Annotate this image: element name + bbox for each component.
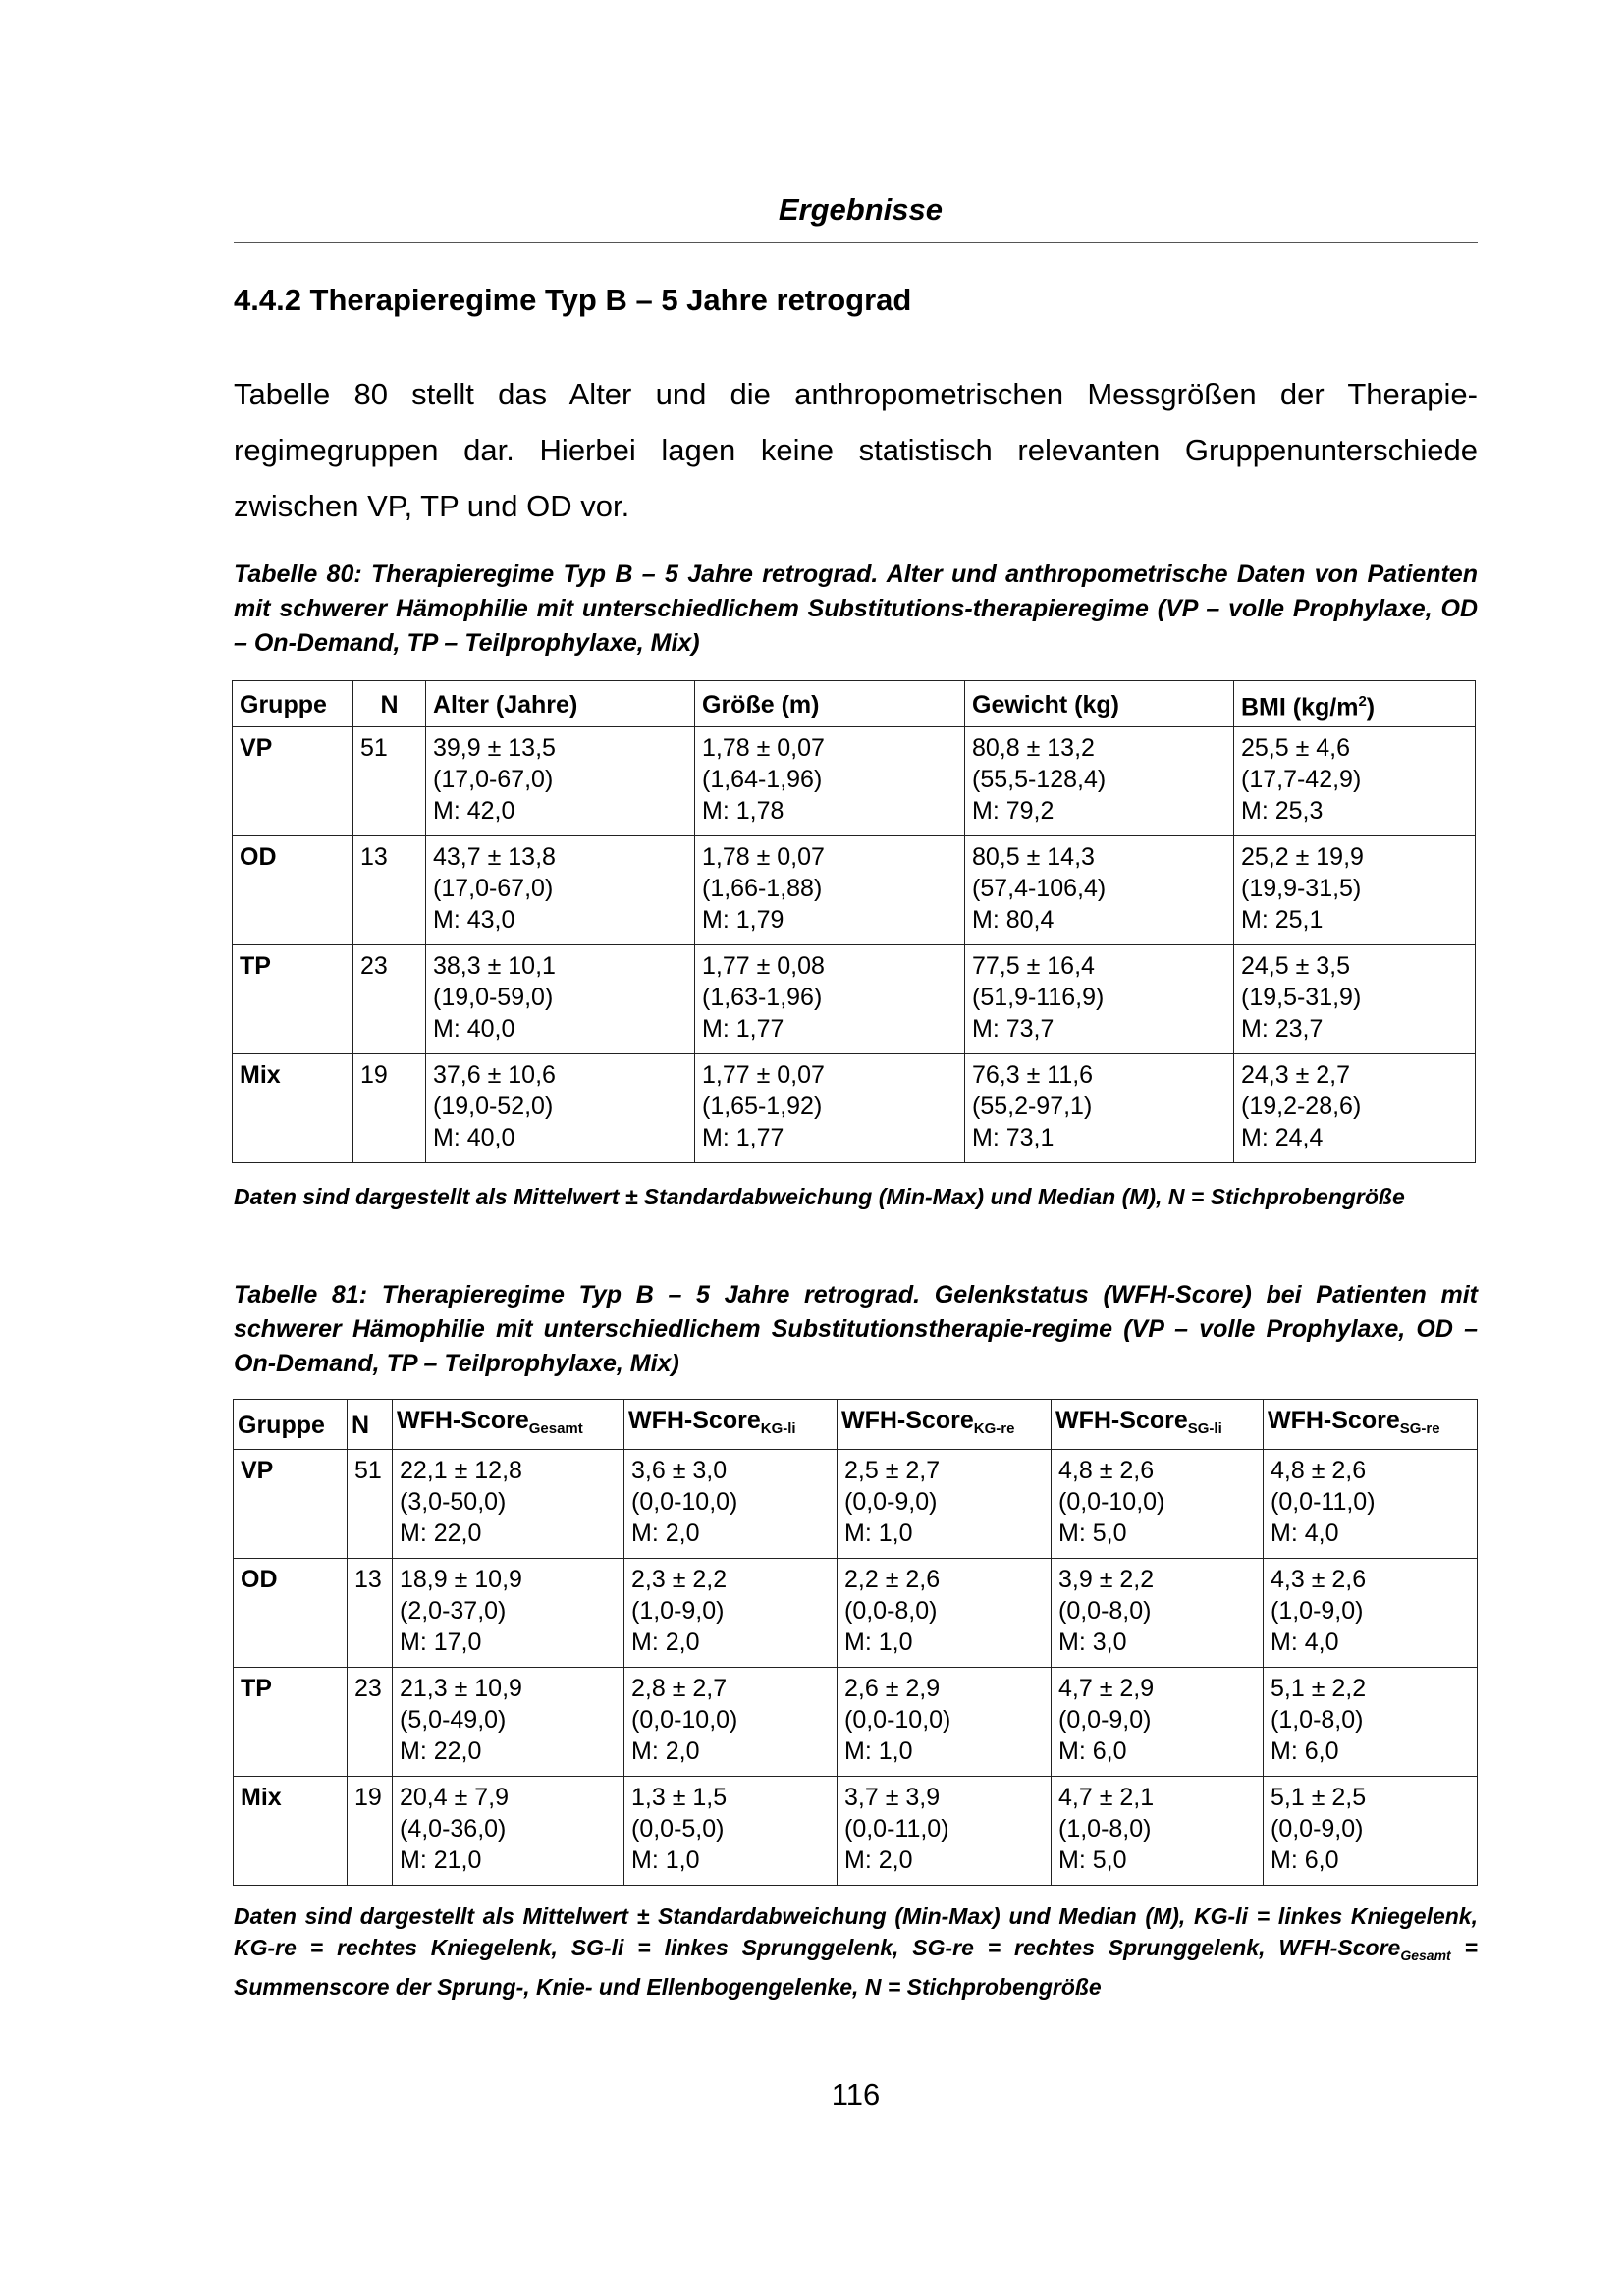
column-header: WFH-Score$_{KG-li}$ [624,1400,838,1450]
n-cell: 23 [348,1668,393,1777]
median: M: 1,0 [844,1737,913,1765]
group-cell: OD [234,1559,348,1668]
table-row [234,1559,1478,1668]
mean-sd: 5,1 ± 2,2 [1271,1675,1367,1702]
range: (0,0-10,0) [631,1488,738,1516]
value-cell [695,945,965,1054]
header-rule [234,242,1478,243]
mean-sd: 1,78 ± 0,07 [702,843,825,872]
mean-sd: 1,77 ± 0,08 [702,952,825,981]
table-row [234,1668,1478,1777]
value-cell [624,1450,838,1559]
median: M: 1,77 [702,1015,784,1043]
column-header: BMI $(kg/m^2)$ [1234,681,1476,727]
mean-sd: 39,9 ± 13,5 [433,734,556,763]
mean-sd: 3,9 ± 2,2 [1058,1566,1155,1593]
value-cell [1234,727,1476,836]
table-81 [233,1399,1478,1886]
value-cell [838,1668,1052,1777]
range: (1,65-1,92) [702,1093,823,1121]
range: (0,0-11,0) [844,1815,949,1842]
value-cell [1052,1450,1264,1559]
n-cell: 51 [348,1450,393,1559]
mean-sd: 80,5 ± 14,3 [972,843,1095,872]
value-cell [426,945,695,1054]
n-cell: 13 [348,1559,393,1668]
value-cell [695,727,965,836]
column-header: WFH-Score$_{Gesamt}$ [393,1400,624,1450]
value-cell [426,836,695,945]
column-header: WFH-Score$_{KG-re}$ [838,1400,1052,1450]
median: M: 25,1 [1241,906,1324,934]
median: M: 21,0 [400,1846,482,1874]
mean-sd: 1,3 ± 1,5 [631,1784,728,1811]
median: M: 2,0 [631,1520,700,1547]
n-cell: 19 [348,1777,393,1886]
median: M: 42,0 [433,797,515,826]
range: (51,9-116,9) [972,984,1105,1012]
value-cell [426,1054,695,1163]
mean-sd: 80,8 ± 13,2 [972,734,1095,763]
table-row [234,1450,1478,1559]
value-cell [965,1054,1234,1163]
median: M: 23,7 [1241,1015,1324,1043]
median: M: 6,0 [1058,1737,1127,1765]
mean-sd: 25,5 ± 4,6 [1241,734,1351,763]
mean-sd: 1,77 ± 0,07 [702,1061,825,1090]
mean-sd: 2,5 ± 2,7 [844,1457,941,1484]
median: M: 5,0 [1058,1520,1127,1547]
range: (0,0-8,0) [844,1597,938,1625]
mean-sd: 20,4 ± 7,9 [400,1784,510,1811]
mean-sd: 43,7 ± 13,8 [433,843,556,872]
mean-sd: 1,78 ± 0,07 [702,734,825,763]
mean-sd: 21,3 ± 10,9 [400,1675,522,1702]
mean-sd: 4,8 ± 2,6 [1271,1457,1367,1484]
range: (57,4-106,4) [972,875,1107,903]
range: (17,0-67,0) [433,766,554,794]
column-header: Alter (Jahre) [426,681,695,727]
column-header: Gruppe [234,1400,348,1450]
value-cell [1234,1054,1476,1163]
range: (19,2-28,6) [1241,1093,1362,1121]
value-cell [393,1559,624,1668]
median: M: 1,0 [844,1629,913,1656]
table-81-caption: Tabelle 81: Therapieregime Typ B – 5 Jahre retrograd. Gelenkstatus (WFH-Score) bei Patienten mit schwerer Hämophilie mit unterschiedlichem Substitutionstherapie-regime (VP – volle Prophylaxe, OD – On-Demand, TP – Teilprophylaxe, Mix) [234,1281,1478,1377]
mean-sd: 2,2 ± 2,6 [844,1566,941,1593]
range: (0,0-10,0) [844,1706,951,1734]
value-cell [695,836,965,945]
mean-sd: 77,5 ± 16,4 [972,952,1095,981]
value-cell [1264,1668,1478,1777]
table-row [233,945,1476,1054]
column-header: WFH-Score$_{SG-re}$ [1264,1400,1478,1450]
value-cell [624,1559,838,1668]
median: M: 1,79 [702,906,784,934]
range: (0,0-9,0) [844,1488,938,1516]
median: M: 1,78 [702,797,784,826]
table-row [233,1054,1476,1163]
mean-sd: 24,5 ± 3,5 [1241,952,1351,981]
mean-sd: 2,8 ± 2,7 [631,1675,728,1702]
median: M: 3,0 [1058,1629,1127,1656]
table-80-caption: Tabelle 80: Therapieregime Typ B – 5 Jahre retrograd. Alter und anthropometrische Daten von Patienten mit schwerer Hämophilie mit unterschiedlichem Substitutions-therapieregime (VP – volle Prophylaxe, OD – On-Demand, TP – Teilprophylaxe, Mix) [234,561,1478,657]
value-cell [838,1559,1052,1668]
mean-sd: 2,3 ± 2,2 [631,1566,728,1593]
value-cell [965,836,1234,945]
range: (19,0-59,0) [433,984,554,1012]
mean-sd: 18,9 ± 10,9 [400,1566,522,1593]
median: M: 5,0 [1058,1846,1127,1874]
value-cell [624,1777,838,1886]
n-cell: 51 [353,727,426,836]
section-heading: 4.4.2 Therapieregime Typ B – 5 Jahre retrograd [234,283,912,317]
range: (1,0-8,0) [1271,1706,1364,1734]
value-cell [1264,1777,1478,1886]
n-cell: 13 [353,836,426,945]
value-cell [838,1450,1052,1559]
median: M: 6,0 [1271,1846,1339,1874]
range: (55,2-97,1) [972,1093,1093,1121]
table-80 [232,680,1476,1163]
range: (0,0-8,0) [1058,1597,1152,1625]
median: M: 2,0 [844,1846,913,1874]
column-header: Größe (m) [695,681,965,727]
value-cell [393,1777,624,1886]
value-cell [393,1450,624,1559]
value-cell [624,1668,838,1777]
mean-sd: 25,2 ± 19,9 [1241,843,1364,872]
value-cell [965,727,1234,836]
n-cell: 19 [353,1054,426,1163]
range: (3,0-50,0) [400,1488,507,1516]
value-cell [393,1668,624,1777]
range: (1,66-1,88) [702,875,823,903]
range: (0,0-5,0) [631,1815,725,1842]
value-cell [695,1054,965,1163]
median: M: 6,0 [1271,1737,1339,1765]
range: (17,0-67,0) [433,875,554,903]
median: M: 25,3 [1241,797,1324,826]
range: (1,0-9,0) [631,1597,725,1625]
column-header: N [348,1400,393,1450]
value-cell [426,727,695,836]
running-header: Ergebnisse [778,192,943,227]
mean-sd: 3,7 ± 3,9 [844,1784,941,1811]
value-cell [1264,1450,1478,1559]
group-cell: TP [234,1668,348,1777]
median: M: 4,0 [1271,1629,1339,1656]
mean-sd: 37,6 ± 10,6 [433,1061,556,1090]
range: (0,0-10,0) [1058,1488,1165,1516]
median: M: 40,0 [433,1015,515,1043]
range: (0,0-9,0) [1271,1815,1364,1842]
value-cell [1234,836,1476,945]
median: M: 17,0 [400,1629,482,1656]
column-header: N [353,681,426,727]
column-header: WFH-Score$_{SG-li}$ [1052,1400,1264,1450]
median: M: 2,0 [631,1629,700,1656]
group-cell: VP [233,727,353,836]
range: (5,0-49,0) [400,1706,507,1734]
value-cell [1052,1559,1264,1668]
median: M: 1,77 [702,1124,784,1152]
range: (19,5-31,9) [1241,984,1362,1012]
range: (55,5-128,4) [972,766,1107,794]
median: M: 4,0 [1271,1520,1339,1547]
median: M: 79,2 [972,797,1055,826]
range: (0,0-9,0) [1058,1706,1152,1734]
median: M: 24,4 [1241,1124,1324,1152]
mean-sd: 22,1 ± 12,8 [400,1457,522,1484]
range: (19,9-31,5) [1241,875,1362,903]
value-cell [1234,945,1476,1054]
value-cell [1052,1777,1264,1886]
median: M: 22,0 [400,1520,482,1547]
range: (2,0-37,0) [400,1597,507,1625]
page-number: 116 [831,2077,881,2111]
median: M: 73,1 [972,1124,1055,1152]
group-cell: Mix [234,1777,348,1886]
range: (1,63-1,96) [702,984,823,1012]
value-cell [1264,1559,1478,1668]
n-cell: 23 [353,945,426,1054]
table-row [234,1777,1478,1886]
group-cell: OD [233,836,353,945]
value-cell [1052,1668,1264,1777]
range: (1,0-8,0) [1058,1815,1152,1842]
median: M: 2,0 [631,1737,700,1765]
mean-sd: 24,3 ± 2,7 [1241,1061,1351,1090]
table-80-note: Daten sind dargestellt als Mittelwert ± Standardabweichung (Min-Max) und Median (M), N = Stichprobengröße [234,1184,1405,1209]
median: M: 73,7 [972,1015,1055,1043]
median: M: 80,4 [972,906,1055,934]
mean-sd: 4,3 ± 2,6 [1271,1566,1367,1593]
value-cell [965,945,1234,1054]
mean-sd: 38,3 ± 10,1 [433,952,556,981]
table-81-note: Daten sind dargestellt als Mittelwert ± Standardabweichung (Min-Max) und Median (M), KG-li = linkes Kniegelenk, KG-re = rechtes Kniegelenk, SG-li = linkes Sprunggelenk, SG-re = rechtes Sprunggelenk, WFH-Score$_{Gesamt}$ = Summenscore der Sprung-, Knie- und Ellenbogengelenke, N = Stichprobengröße [234,1903,1478,2000]
range: (1,64-1,96) [702,766,823,794]
mean-sd: 76,3 ± 11,6 [972,1061,1094,1090]
mean-sd: 5,1 ± 2,5 [1271,1784,1367,1811]
median: M: 22,0 [400,1737,482,1765]
body-paragraph: Tabelle 80 stellt das Alter und die anthropometrischen Messgrößen der Therapie-regimegruppen dar. Hierbei lagen keine statistisch relevanten Gruppenunterschiede zwischen VP, TP und OD vor. [234,377,1478,523]
mean-sd: 4,7 ± 2,1 [1058,1784,1155,1811]
range: (0,0-11,0) [1271,1488,1376,1516]
range: (1,0-9,0) [1271,1597,1364,1625]
median: M: 43,0 [433,906,515,934]
group-cell: TP [233,945,353,1054]
median: M: 40,0 [433,1124,515,1152]
column-header: Gruppe [233,681,353,727]
value-cell [838,1777,1052,1886]
range: (17,7-42,9) [1241,766,1362,794]
mean-sd: 2,6 ± 2,9 [844,1675,941,1702]
group-cell: VP [234,1450,348,1559]
group-cell: Mix [233,1054,353,1163]
mean-sd: 3,6 ± 3,0 [631,1457,728,1484]
table-row [233,836,1476,945]
median: M: 1,0 [844,1520,913,1547]
column-header: Gewicht (kg) [965,681,1234,727]
range: (19,0-52,0) [433,1093,554,1121]
table-row [233,727,1476,836]
mean-sd: 4,7 ± 2,9 [1058,1675,1155,1702]
median: M: 1,0 [631,1846,700,1874]
range: (0,0-10,0) [631,1706,738,1734]
range: (4,0-36,0) [400,1815,507,1842]
mean-sd: 4,8 ± 2,6 [1058,1457,1155,1484]
